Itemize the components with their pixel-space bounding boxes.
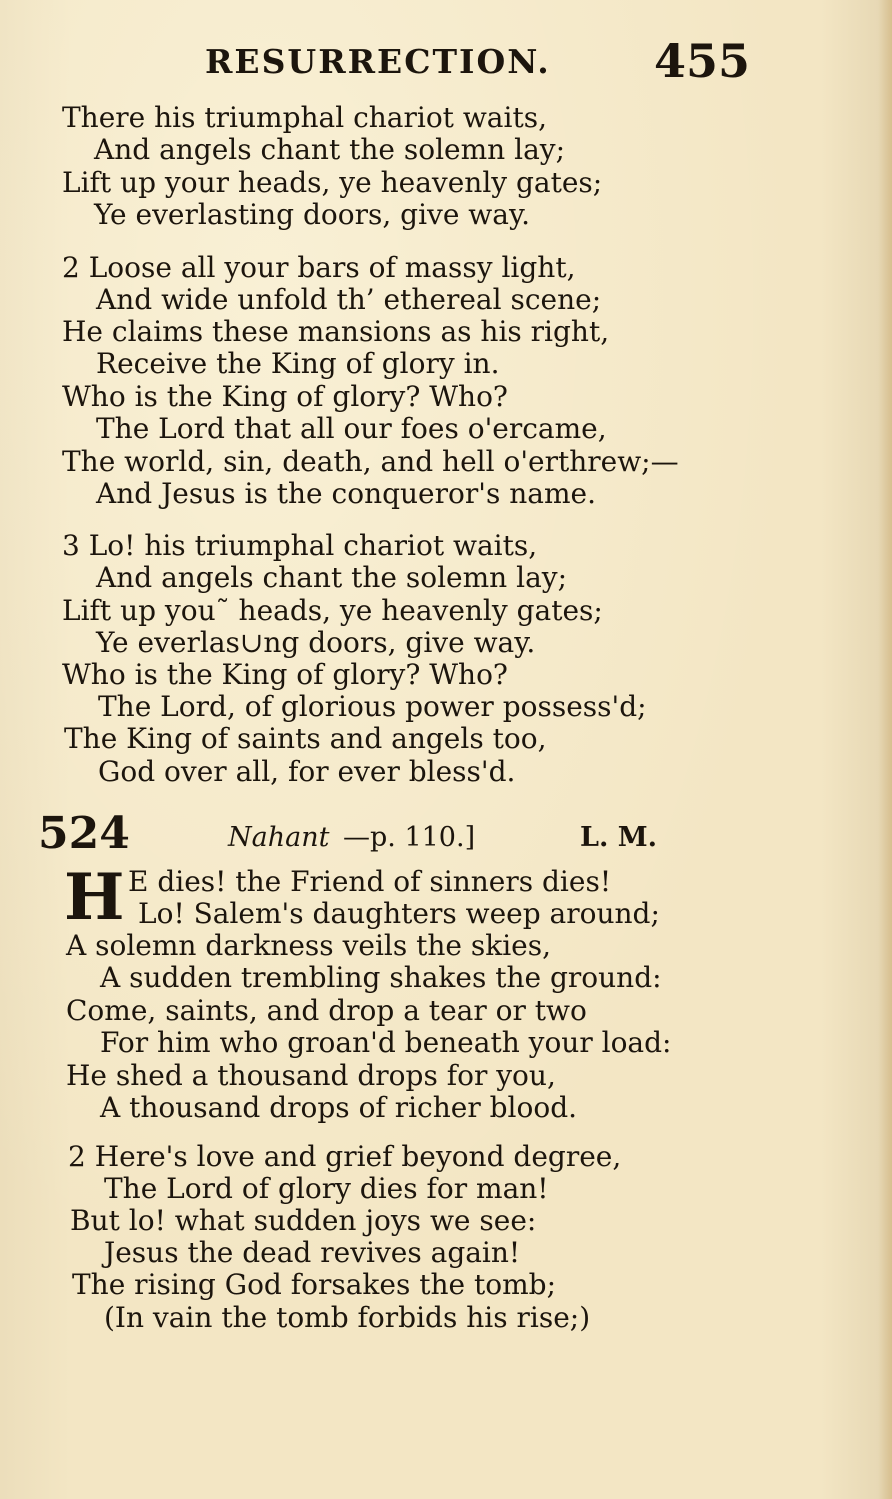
verse-line: And Jesus is the conqueror's name.: [96, 477, 596, 510]
verse-line: There his triumphal chariot waits,: [62, 101, 547, 134]
verse-line: Who is the King of glory? Who?: [62, 380, 508, 413]
verse-line: Ye everlasting doors, give way.: [94, 198, 530, 231]
verse-line: Lo! Salem's daughters weep around;: [138, 897, 660, 930]
verse-line: 3 Lo! his triumphal chariot waits,: [62, 529, 538, 562]
verse-line: Who is the King of glory? Who?: [62, 658, 508, 691]
verse-line: A solemn darkness veils the skies,: [66, 929, 552, 962]
verse-line: Lift up you˜ heads, ye heavenly gates;: [62, 594, 603, 627]
verse-line: The Lord, of glorious power possess'd;: [98, 690, 647, 723]
verse-line: The rising God forsakes the tomb;: [72, 1268, 556, 1301]
verse-line: But lo! what sudden joys we see:: [70, 1204, 537, 1237]
page-edge: [878, 0, 892, 1499]
verse-line: He claims these mansions as his right,: [62, 315, 610, 348]
verse-line: The Lord that all our foes o'ercame,: [96, 412, 607, 445]
verse-line: Receive the King of glory in.: [96, 347, 500, 380]
verse-line: And wide unfold th’ ethereal scene;: [96, 283, 602, 316]
verse-line: A sudden trembling shakes the ground:: [100, 961, 662, 994]
verse-line: E dies! the Friend of sinners dies!: [128, 865, 612, 898]
verse-line: Come, saints, and drop a tear or two: [66, 994, 587, 1027]
verse-line: (In vain the tomb forbids his rise;): [104, 1301, 591, 1334]
verse-line: Jesus the dead revives again!: [104, 1236, 521, 1269]
hymn-number: 524: [38, 808, 130, 859]
verse-line: And angels chant the solemn lay;: [96, 561, 568, 594]
running-title: RESURRECTION.: [205, 42, 551, 81]
verse-line: Ye everlas∪ng doors, give way.: [96, 626, 536, 659]
verse-line: The world, sin, death, and hell o'erthrew;—: [62, 445, 679, 478]
tune-name: Nahant: [228, 822, 330, 853]
verse-line: God over all, for ever bless'd.: [98, 755, 516, 788]
verse-line: The Lord of glory dies for man!: [104, 1172, 549, 1205]
page-number: 455: [653, 34, 750, 88]
drop-cap: H: [64, 860, 125, 935]
verse-line: The King of saints and angels too,: [64, 722, 547, 755]
hymn-heading: [38, 808, 678, 858]
verse-line: And angels chant the solemn lay;: [94, 133, 566, 166]
verse-line: For him who groan'd beneath your load:: [100, 1026, 672, 1059]
verse-line: Lift up your heads, ye heavenly gates;: [62, 166, 603, 199]
verse-line: He shed a thousand drops for you,: [66, 1059, 556, 1092]
page-header: [205, 34, 750, 90]
verse-line: 2 Loose all your bars of massy light,: [62, 251, 576, 284]
tune-reference: —p. 110.]: [343, 822, 476, 853]
verse-line: 2 Here's love and grief beyond degree,: [68, 1140, 622, 1173]
verse-line: A thousand drops of richer blood.: [100, 1091, 578, 1124]
meter: L. M.: [580, 822, 658, 853]
